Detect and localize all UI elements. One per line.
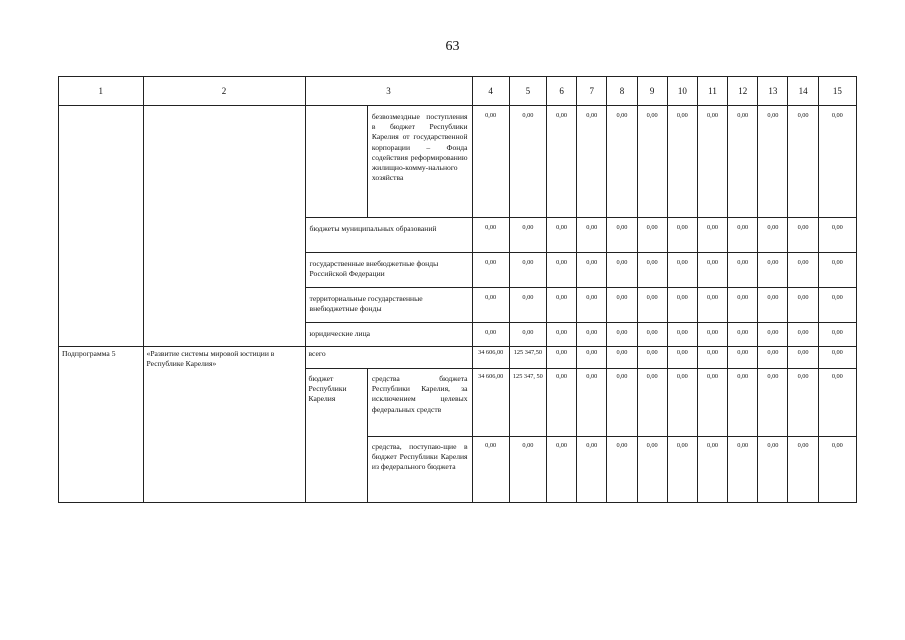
value-cell: 0,00 <box>637 288 667 323</box>
value-cell: 0,00 <box>758 369 788 437</box>
value-cell: 0,00 <box>818 323 856 347</box>
value-cell: 0,00 <box>637 106 667 218</box>
row-label: бюджеты муниципальных образований <box>305 218 472 253</box>
value-cell: 0,00 <box>728 323 758 347</box>
value-cell: 0,00 <box>788 106 818 218</box>
column-header: 4 <box>472 77 509 106</box>
value-cell: 0,00 <box>637 347 667 369</box>
value-cell: 0,00 <box>788 288 818 323</box>
value-cell: 0,00 <box>472 218 509 253</box>
value-cell: 0,00 <box>758 347 788 369</box>
value-cell: 0,00 <box>546 437 576 503</box>
row-label: юридические лица <box>305 323 472 347</box>
value-cell: 0,00 <box>546 288 576 323</box>
value-cell: 0,00 <box>758 288 788 323</box>
value-cell: 0,00 <box>577 218 607 253</box>
value-cell: 0,00 <box>728 369 758 437</box>
value-cell: 0,00 <box>509 437 546 503</box>
column-header: 9 <box>637 77 667 106</box>
value-cell: 0,00 <box>546 369 576 437</box>
value-cell: 0,00 <box>509 218 546 253</box>
value-cell: 0,00 <box>577 288 607 323</box>
value-cell: 0,00 <box>607 288 637 323</box>
column-header: 11 <box>697 77 727 106</box>
value-cell: 0,00 <box>818 253 856 288</box>
value-cell: 0,00 <box>788 437 818 503</box>
value-cell: 0,00 <box>667 218 697 253</box>
column-header: 15 <box>818 77 856 106</box>
column-header: 8 <box>607 77 637 106</box>
value-cell: 0,00 <box>546 323 576 347</box>
value-cell: 0,00 <box>818 218 856 253</box>
column-header: 6 <box>546 77 576 106</box>
value-cell: 0,00 <box>637 218 667 253</box>
value-cell: 0,00 <box>577 253 607 288</box>
subprogram-label: Подпрограмма 5 <box>59 347 144 503</box>
column-header: 1 <box>59 77 144 106</box>
column-header: 13 <box>758 77 788 106</box>
row-label: безвозмездные поступления в бюджет Республики Карелия от государственной корпорации – Фонда содействия реформированию жилищно-комму-нального хозяйства <box>367 106 472 218</box>
value-cell: 0,00 <box>697 253 727 288</box>
value-cell: 0,00 <box>667 288 697 323</box>
value-cell: 0,00 <box>818 347 856 369</box>
value-cell: 0,00 <box>758 253 788 288</box>
value-cell: 0,00 <box>509 323 546 347</box>
value-cell: 0,00 <box>818 437 856 503</box>
value-cell: 0,00 <box>818 369 856 437</box>
row-label: всего <box>305 347 472 369</box>
value-cell: 0,00 <box>728 218 758 253</box>
subprogram-name: «Развитие системы мировой юстиции в Республике Карелия» <box>143 347 305 503</box>
column-header: 7 <box>577 77 607 106</box>
value-cell: 0,00 <box>607 218 637 253</box>
column-header: 5 <box>509 77 546 106</box>
value-cell: 0,00 <box>697 323 727 347</box>
value-cell: 0,00 <box>577 437 607 503</box>
value-cell: 0,00 <box>728 106 758 218</box>
value-cell: 0,00 <box>546 106 576 218</box>
value-cell: 0,00 <box>637 369 667 437</box>
budget-label: бюджет Республики Карелия <box>305 369 367 503</box>
value-cell: 0,00 <box>607 106 637 218</box>
value-cell: 0,00 <box>728 253 758 288</box>
table-row <box>59 106 857 218</box>
value-cell: 34 606,00 <box>472 369 509 437</box>
row-label: территориальные государственные внебюджетные фонды <box>305 288 472 323</box>
value-cell: 0,00 <box>667 323 697 347</box>
value-cell: 0,00 <box>667 437 697 503</box>
value-cell: 0,00 <box>577 323 607 347</box>
value-cell: 125 347, 50 <box>509 369 546 437</box>
column-header: 2 <box>143 77 305 106</box>
value-cell: 0,00 <box>472 323 509 347</box>
value-cell: 0,00 <box>667 369 697 437</box>
page-number: 63 <box>445 39 460 54</box>
value-cell: 0,00 <box>697 218 727 253</box>
value-cell: 0,00 <box>577 369 607 437</box>
value-cell: 0,00 <box>818 106 856 218</box>
empty-cell <box>143 106 305 347</box>
value-cell: 0,00 <box>758 323 788 347</box>
value-cell: 0,00 <box>472 106 509 218</box>
value-cell: 0,00 <box>607 437 637 503</box>
value-cell: 0,00 <box>818 288 856 323</box>
value-cell: 0,00 <box>472 288 509 323</box>
value-cell: 0,00 <box>788 347 818 369</box>
value-cell: 0,00 <box>728 437 758 503</box>
value-cell: 0,00 <box>637 323 667 347</box>
value-cell: 0,00 <box>577 106 607 218</box>
value-cell: 0,00 <box>509 288 546 323</box>
value-cell: 0,00 <box>667 347 697 369</box>
row-label: средства, поступаю-щие в бюджет Республики Карелия из федерального бюджета <box>367 437 472 503</box>
value-cell: 0,00 <box>697 437 727 503</box>
value-cell: 0,00 <box>546 253 576 288</box>
empty-cell <box>305 106 367 218</box>
value-cell: 0,00 <box>607 347 637 369</box>
row-label: средства бюджета Республики Карелия, за исключением целевых федеральных средств <box>367 369 472 437</box>
value-cell: 0,00 <box>728 288 758 323</box>
value-cell: 0,00 <box>607 369 637 437</box>
value-cell: 0,00 <box>509 253 546 288</box>
column-header: 14 <box>788 77 818 106</box>
value-cell: 0,00 <box>546 218 576 253</box>
empty-cell <box>59 106 144 347</box>
value-cell: 0,00 <box>788 218 818 253</box>
value-cell: 0,00 <box>697 369 727 437</box>
table-row <box>59 347 857 369</box>
value-cell: 0,00 <box>667 253 697 288</box>
value-cell: 0,00 <box>728 347 758 369</box>
value-cell: 0,00 <box>472 253 509 288</box>
value-cell: 0,00 <box>697 106 727 218</box>
value-cell: 0,00 <box>788 369 818 437</box>
value-cell: 0,00 <box>697 347 727 369</box>
value-cell: 0,00 <box>577 347 607 369</box>
value-cell: 0,00 <box>546 347 576 369</box>
value-cell: 0,00 <box>472 437 509 503</box>
value-cell: 0,00 <box>788 253 818 288</box>
value-cell: 0,00 <box>758 437 788 503</box>
column-header: 10 <box>667 77 697 106</box>
value-cell: 0,00 <box>758 106 788 218</box>
column-header: 3 <box>305 77 472 106</box>
value-cell: 0,00 <box>788 323 818 347</box>
value-cell: 34 606,00 <box>472 347 509 369</box>
value-cell: 0,00 <box>607 253 637 288</box>
financing-table <box>58 76 857 503</box>
header-row <box>59 77 857 106</box>
value-cell: 0,00 <box>637 253 667 288</box>
value-cell: 0,00 <box>697 288 727 323</box>
value-cell: 0,00 <box>607 323 637 347</box>
value-cell: 125 347,50 <box>509 347 546 369</box>
value-cell: 0,00 <box>509 106 546 218</box>
value-cell: 0,00 <box>667 106 697 218</box>
value-cell: 0,00 <box>758 218 788 253</box>
column-header: 12 <box>728 77 758 106</box>
value-cell: 0,00 <box>637 437 667 503</box>
row-label: государственные внебюджетные фонды Российской Федерации <box>305 253 472 288</box>
